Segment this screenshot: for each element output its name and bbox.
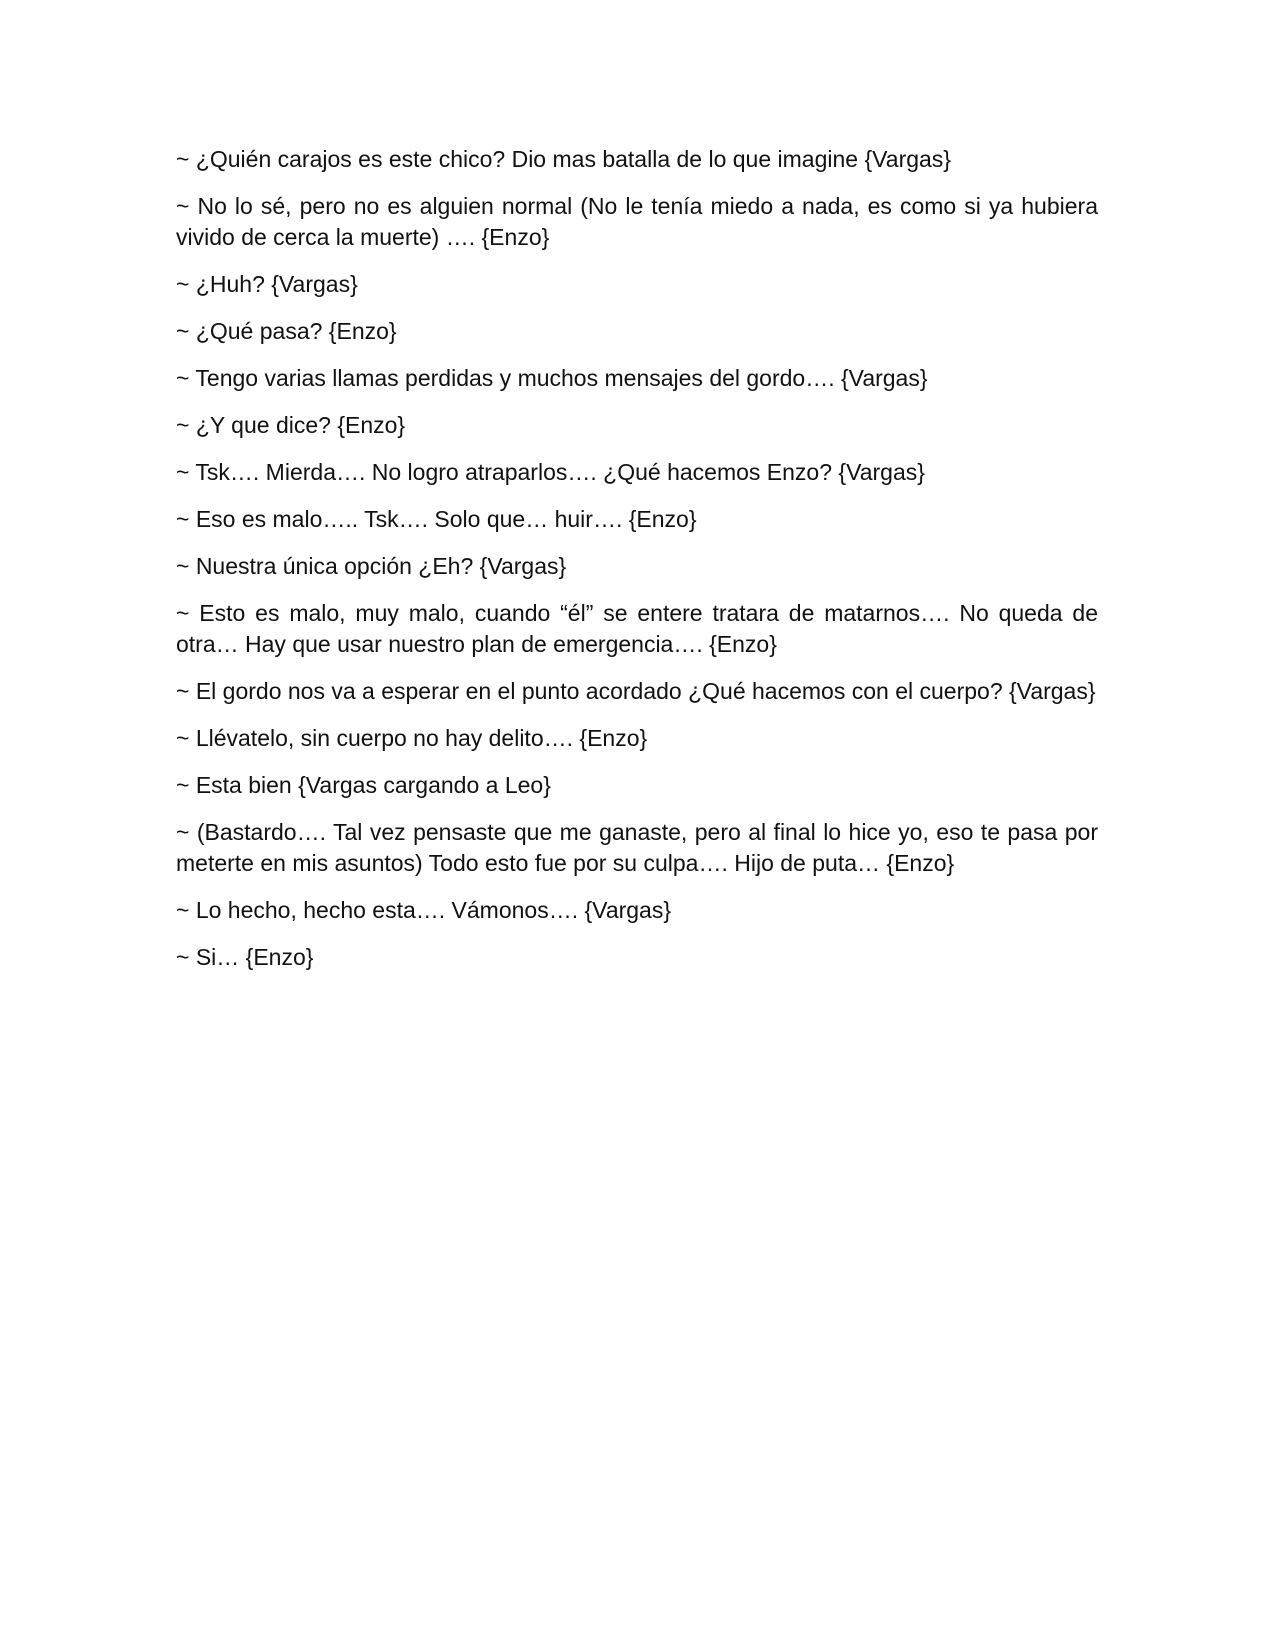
dialogue-line: ~ Llévatelo, sin cuerpo no hay delito…. {Enzo} — [176, 725, 648, 751]
dialogue-line: ~ Si… {Enzo} — [176, 944, 314, 970]
dialogue-line: ~ (Bastardo…. Tal vez pensaste que me ganaste, pero al final lo hice yo, eso te pasa por meterte en mis asuntos) Todo esto fue por su culpa…. Hijo de puta… {Enzo} — [176, 819, 1098, 876]
dialogue-line: ~ Eso es malo….. Tsk…. Solo que… huir…. {Enzo} — [176, 506, 697, 532]
dialogue-line: ~ No lo sé, pero no es alguien normal (No le tenía miedo a nada, es como si ya hubiera vivido de cerca la muerte) …. {Enzo} — [176, 193, 1098, 250]
dialogue-line: ~ ¿Y que dice? {Enzo} — [176, 412, 406, 438]
dialogue-line: ~ ¿Huh? {Vargas} — [176, 271, 358, 297]
dialogue-line: ~ Esto es malo, muy malo, cuando “él” se entere tratara de matarnos…. No queda de otra… Hay que usar nuestro plan de emergencia…. {Enzo} — [176, 600, 1098, 657]
dialogue-line: ~ ¿Qué pasa? {Enzo} — [176, 318, 397, 344]
dialogue-line: ~ Nuestra única opción ¿Eh? {Vargas} — [176, 553, 567, 579]
dialogue-line: ~ Tengo varias llamas perdidas y muchos mensajes del gordo…. {Vargas} — [176, 365, 928, 391]
dialogue-line: ~ Lo hecho, hecho esta…. Vámonos…. {Vargas} — [176, 897, 672, 923]
dialogue-line: ~ Tsk…. Mierda…. No logro atraparlos…. ¿Qué hacemos Enzo? {Vargas} — [176, 459, 925, 485]
dialogue-line: ~ El gordo nos va a esperar en el punto acordado ¿Qué hacemos con el cuerpo? {Vargas} — [176, 678, 1096, 704]
dialogue-line: ~ ¿Quién carajos es este chico? Dio mas batalla de lo que imagine {Vargas} — [176, 146, 951, 172]
dialogue-text — [176, 144, 1098, 989]
dialogue-line: ~ Esta bien {Vargas cargando a Leo} — [176, 772, 551, 798]
